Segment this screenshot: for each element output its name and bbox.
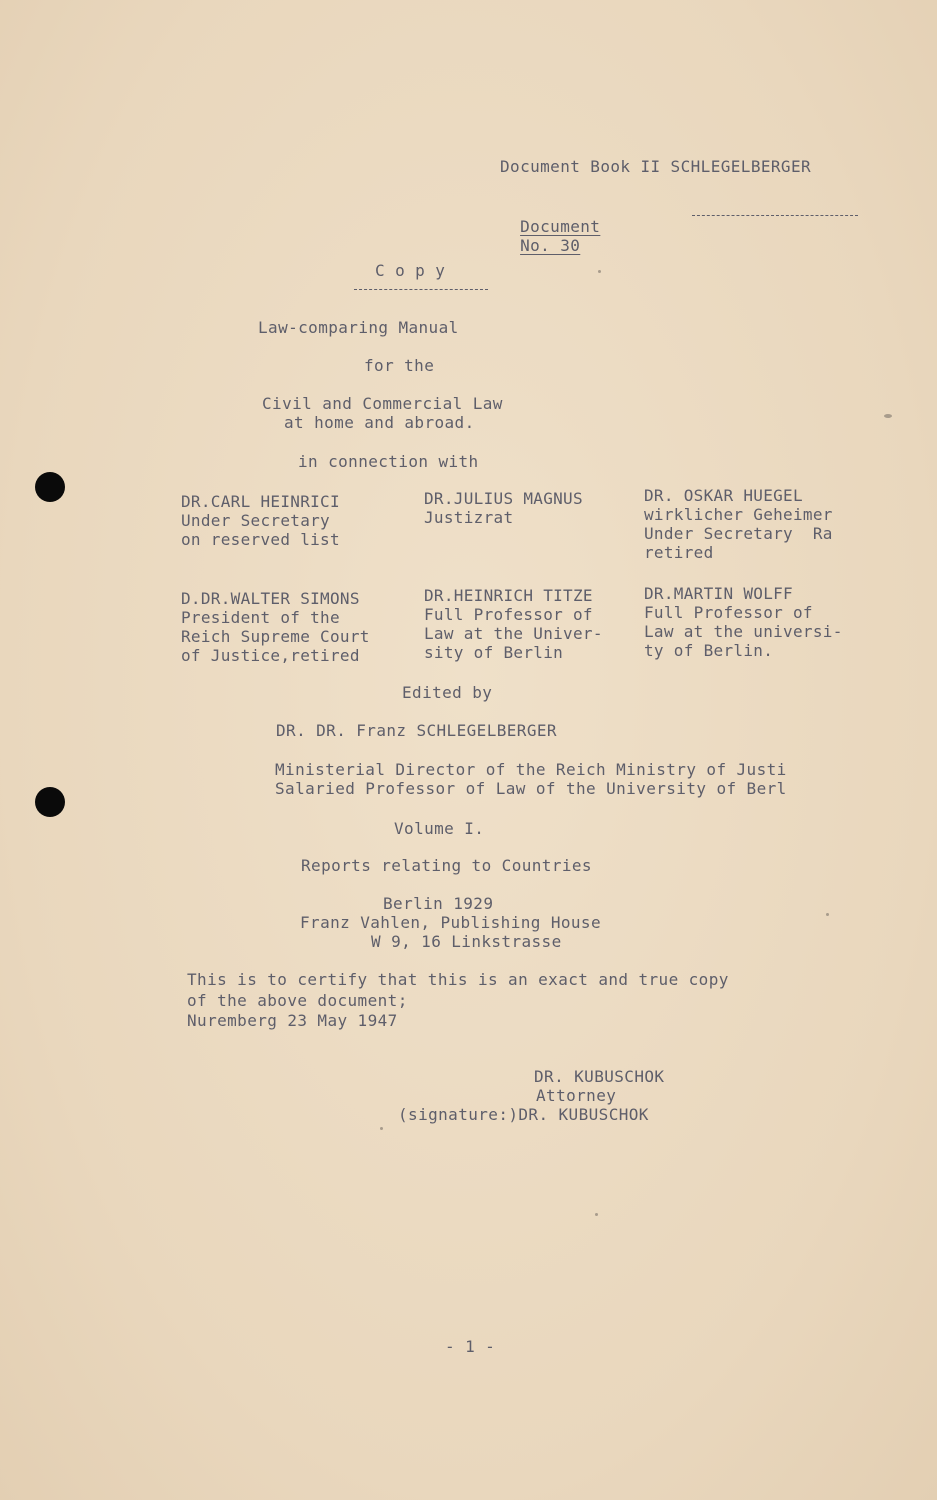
document-number-label: Document — [520, 217, 601, 236]
volume-label: Volume I. — [394, 819, 485, 838]
author-title: Full Professor of — [644, 603, 813, 622]
document-number-rule — [692, 215, 858, 216]
author-title: wirklicher Geheimer — [644, 505, 833, 524]
certification-line1: This is to certify that this is an exact and true copy — [187, 970, 729, 989]
signatory-name: DR. KUBUSCHOK — [534, 1067, 665, 1086]
author-title: President of the — [181, 608, 340, 627]
edited-by-label: Edited by — [402, 683, 493, 702]
author-title: Under Secretary Ra — [644, 524, 833, 543]
author-title: Full Professor of — [424, 605, 593, 624]
author-title: retired — [644, 543, 714, 562]
author-magnus — [424, 489, 583, 527]
author-title: ty of Berlin. — [644, 641, 774, 660]
author-name: DR.JULIUS MAGNUS — [424, 489, 583, 508]
author-simons — [181, 589, 370, 665]
author-name: DR.MARTIN WOLFF — [644, 584, 793, 603]
copy-label: C o p y — [375, 261, 446, 280]
subtitle: Reports relating to Countries — [301, 856, 592, 875]
author-title: Law at the Univer- — [424, 624, 603, 643]
manual-title-scope: at home and abroad. — [284, 413, 475, 432]
editor-name: DR. DR. Franz SCHLEGELBERGER — [276, 721, 557, 740]
paper-speck — [598, 270, 601, 273]
author-title: Reich Supreme Court — [181, 627, 370, 646]
paper-speck — [595, 1213, 598, 1216]
signature-line: (signature:)DR. KUBUSCHOK — [398, 1105, 649, 1124]
editor-title-line1: Ministerial Director of the Reich Ministry of Justi — [275, 760, 787, 779]
signatory-role: Attorney — [536, 1086, 617, 1105]
author-name: DR.HEINRICH TITZE — [424, 586, 593, 605]
author-name: DR. OSKAR HUEGEL — [644, 486, 803, 505]
manual-title-connection: in connection with — [298, 452, 479, 471]
punch-hole-bottom — [35, 787, 65, 817]
copy-underline — [354, 289, 488, 290]
author-titze — [424, 586, 603, 662]
publisher-place-year: Berlin 1929 — [383, 894, 494, 913]
manual-title: Law-comparing Manual — [258, 318, 459, 337]
document-number — [500, 198, 600, 255]
manual-title-for: for the — [364, 356, 435, 375]
paper-speck — [884, 414, 892, 418]
certification-date: Nuremberg 23 May 1947 — [187, 1011, 398, 1030]
author-heinrici — [181, 492, 340, 549]
author-name: DR.CARL HEINRICI — [181, 492, 340, 511]
certification-line2: of the above document; — [187, 991, 408, 1010]
author-title: Law at the universi- — [644, 622, 843, 641]
author-huegel — [644, 486, 833, 562]
paper-speck — [826, 913, 829, 916]
document-book-header: Document Book II SCHLEGELBERGER — [500, 157, 812, 176]
document-number-value: No. 30 — [520, 236, 581, 255]
author-wolff — [644, 584, 843, 660]
author-title: Justizrat — [424, 508, 514, 527]
editor-title-line2: Salaried Professor of Law of the University of Berl — [275, 779, 787, 798]
manual-title-subject: Civil and Commercial Law — [262, 394, 503, 413]
page-number: - 1 - — [445, 1337, 496, 1356]
author-name: D.DR.WALTER SIMONS — [181, 589, 360, 608]
author-title: Under Secretary — [181, 511, 330, 530]
punch-hole-top — [35, 472, 65, 502]
author-title: of Justice,retired — [181, 646, 360, 665]
paper-speck — [380, 1127, 383, 1130]
publisher-name: Franz Vahlen, Publishing House — [300, 913, 601, 932]
author-title: on reserved list — [181, 530, 340, 549]
publisher-address: W 9, 16 Linkstrasse — [371, 932, 562, 951]
author-title: sity of Berlin — [424, 643, 564, 662]
